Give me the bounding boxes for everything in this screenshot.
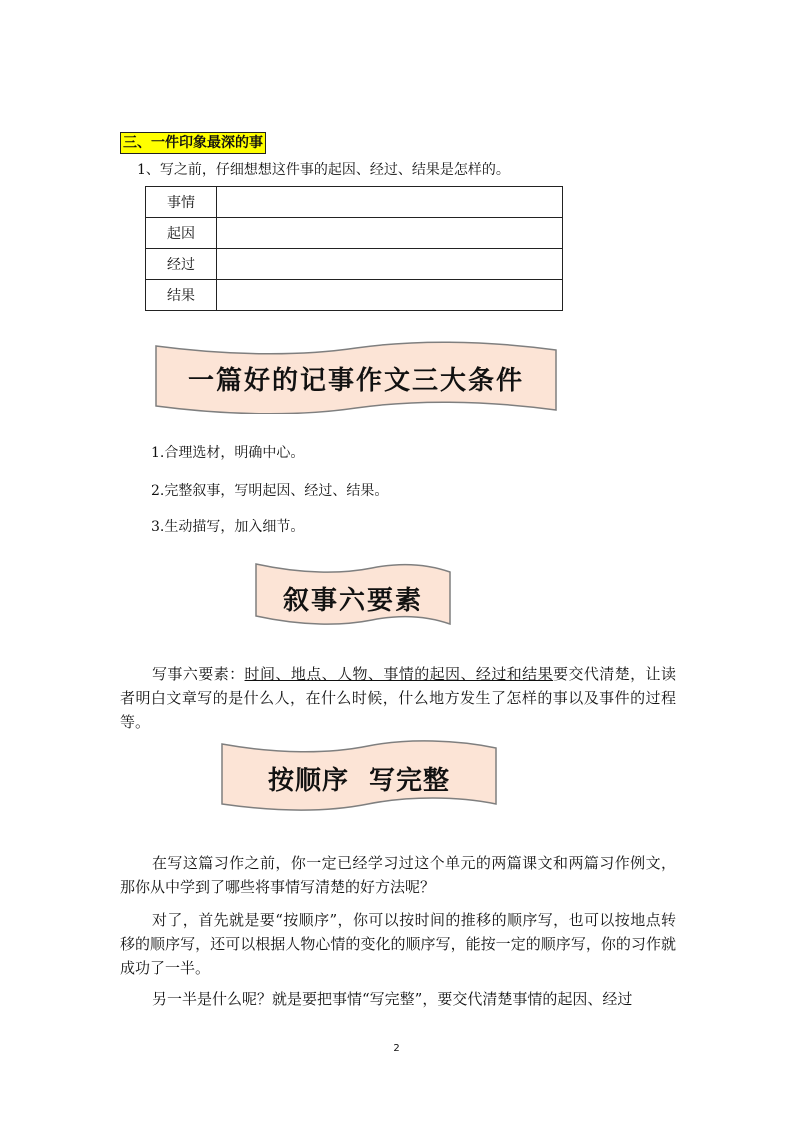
table-row — [146, 218, 563, 249]
banner-title: 叙事六要素 — [282, 586, 423, 616]
instruction-text: 1、写之前，仔细想想这件事的起因、经过、结果是怎样的。 — [137, 162, 510, 178]
row-input-event[interactable] — [217, 187, 563, 218]
body-paragraph: 另一半是什么呢？就是要把事情“写完整”，要交代清楚事情的起因、经过 — [152, 990, 633, 1008]
list-item: 2.完整叙事，写明起因、经过、结果。 — [151, 483, 389, 499]
banner-order-complete — [218, 738, 500, 814]
section-heading: 三、一件印象最深的事 — [120, 132, 266, 154]
banner-three-conditions — [152, 338, 560, 414]
page-number: 2 — [393, 1043, 400, 1054]
list-item: 3.生动描写，加入细节。 — [151, 519, 305, 535]
table-row — [146, 280, 563, 311]
banner-six-elements — [252, 558, 454, 636]
table-row — [146, 187, 563, 218]
story-plan-table — [145, 186, 563, 311]
row-label-cause: 起因 — [146, 218, 217, 249]
paragraph-prefix: 写事六要素： — [152, 665, 245, 683]
banner-title: 按顺序 写完整 — [267, 766, 451, 796]
row-label-process: 经过 — [146, 249, 217, 280]
list-item: 1.合理选材，明确中心。 — [151, 445, 305, 461]
table-row — [146, 249, 563, 280]
body-paragraph: 在写这篇习作之前，你一定已经学习过这个单元的两篇课文和两篇习作例文，那你从中学到了哪些将事情写清楚的好方法呢？ — [120, 854, 676, 896]
banner-title: 一篇好的记事作文三大条件 — [187, 366, 524, 396]
row-label-result: 结果 — [146, 280, 217, 311]
paragraph-suffix: 要交代清楚，让读者明白文章写的是什么人，在什么时候，什么地方发生了怎样的事以及事件的过程等。 — [120, 665, 676, 731]
row-input-result[interactable] — [217, 280, 563, 311]
row-input-process[interactable] — [217, 249, 563, 280]
row-label-event: 事情 — [146, 187, 217, 218]
six-elements-paragraph — [120, 662, 676, 734]
underlined-elements: 时间、地点、人物、事情的起因、经过和结果 — [244, 665, 554, 683]
row-input-cause[interactable] — [217, 218, 563, 249]
body-paragraph: 对了，首先就是要“按顺序”，你可以按时间的推移的顺序写，也可以按地点转移的顺序写，还可以根据人物心情的变化的顺序写，能按一定的顺序写，你的习作就成功了一半。 — [120, 911, 676, 977]
